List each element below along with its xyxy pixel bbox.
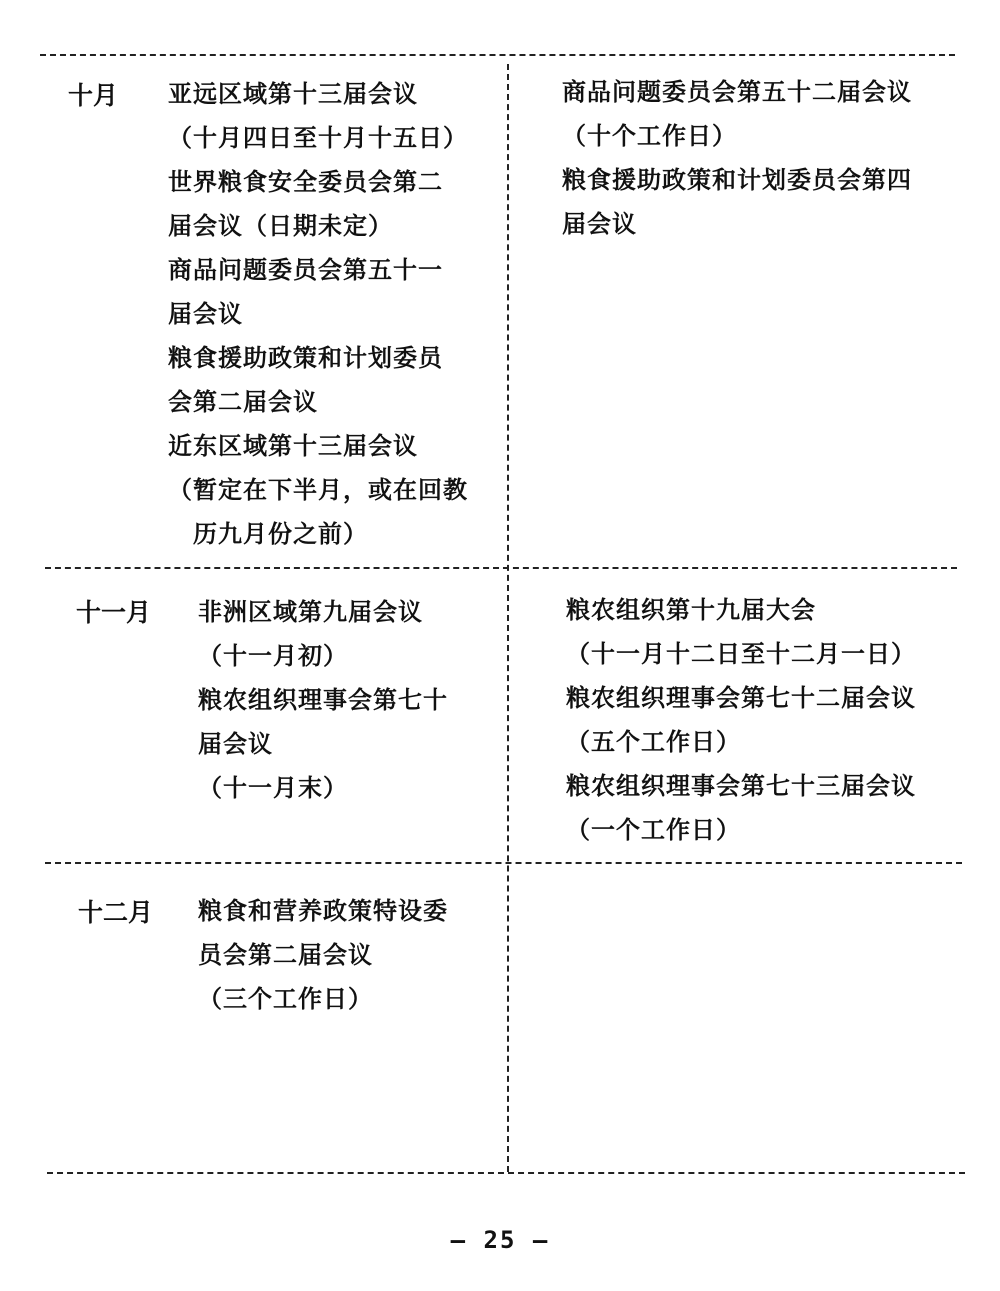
meeting-line: 世界粮食安全委员会第二 [168,168,443,196]
meeting-line: （三个工作日） [198,985,373,1013]
meeting-line: （十个工作日） [562,122,737,150]
meeting-line: （五个工作日） [566,728,741,756]
november-left-meetings [198,590,448,810]
meeting-line: 届会议 [562,210,637,238]
page-number: — 25 — [450,1226,550,1254]
month-label-december: 十二月 [78,898,154,927]
meeting-line: 粮农组织理事会第七十三届会议 [566,772,916,800]
meeting-line: 商品问题委员会第五十一 [168,256,443,284]
bottom-divider [47,1172,965,1174]
meeting-line: 粮食和营养政策特设委 [198,897,448,925]
meeting-line: 粮食援助政策和计划委员 [168,344,443,372]
row-divider-1 [45,567,957,569]
meeting-line: 届会议 [198,730,273,758]
top-divider [40,54,955,56]
month-label-october: 十月 [68,81,119,110]
meeting-line: 粮食援助政策和计划委员会第四 [562,166,912,194]
meeting-line: 员会第二届会议 [198,941,373,969]
meeting-line: 非洲区域第九届会议 [198,598,423,626]
meeting-line: （十一月初） [198,642,348,670]
meeting-line: （暂定在下半月，或在回教 [168,476,468,504]
row-divider-2 [45,862,962,864]
meeting-line: 亚远区域第十三届会议 [168,80,418,108]
meeting-line: 历九月份之前） [168,520,368,548]
meeting-line: 届会议（日期未定） [168,212,393,240]
meeting-line: （十一月末） [198,774,348,802]
month-label-november: 十一月 [76,598,152,627]
meeting-line: 粮农组织理事会第七十 [198,686,448,714]
column-divider [507,64,509,1172]
meeting-line: （一个工作日） [566,816,741,844]
meeting-line: （十一月十二日至十二月一日） [566,640,916,668]
meeting-line: （十月四日至十月十五日） [168,124,468,152]
meeting-line: 近东区域第十三届会议 [168,432,418,460]
meeting-line: 粮农组织第十九届大会 [566,596,816,624]
meeting-line: 会第二届会议 [168,388,318,416]
december-left-meetings [198,889,448,1021]
meeting-line: 粮农组织理事会第七十二届会议 [566,684,916,712]
november-right-meetings [566,588,916,852]
meeting-line: 商品问题委员会第五十二届会议 [562,78,912,106]
october-right-meetings [562,70,912,246]
october-left-meetings [168,72,468,556]
meeting-line: 届会议 [168,300,243,328]
